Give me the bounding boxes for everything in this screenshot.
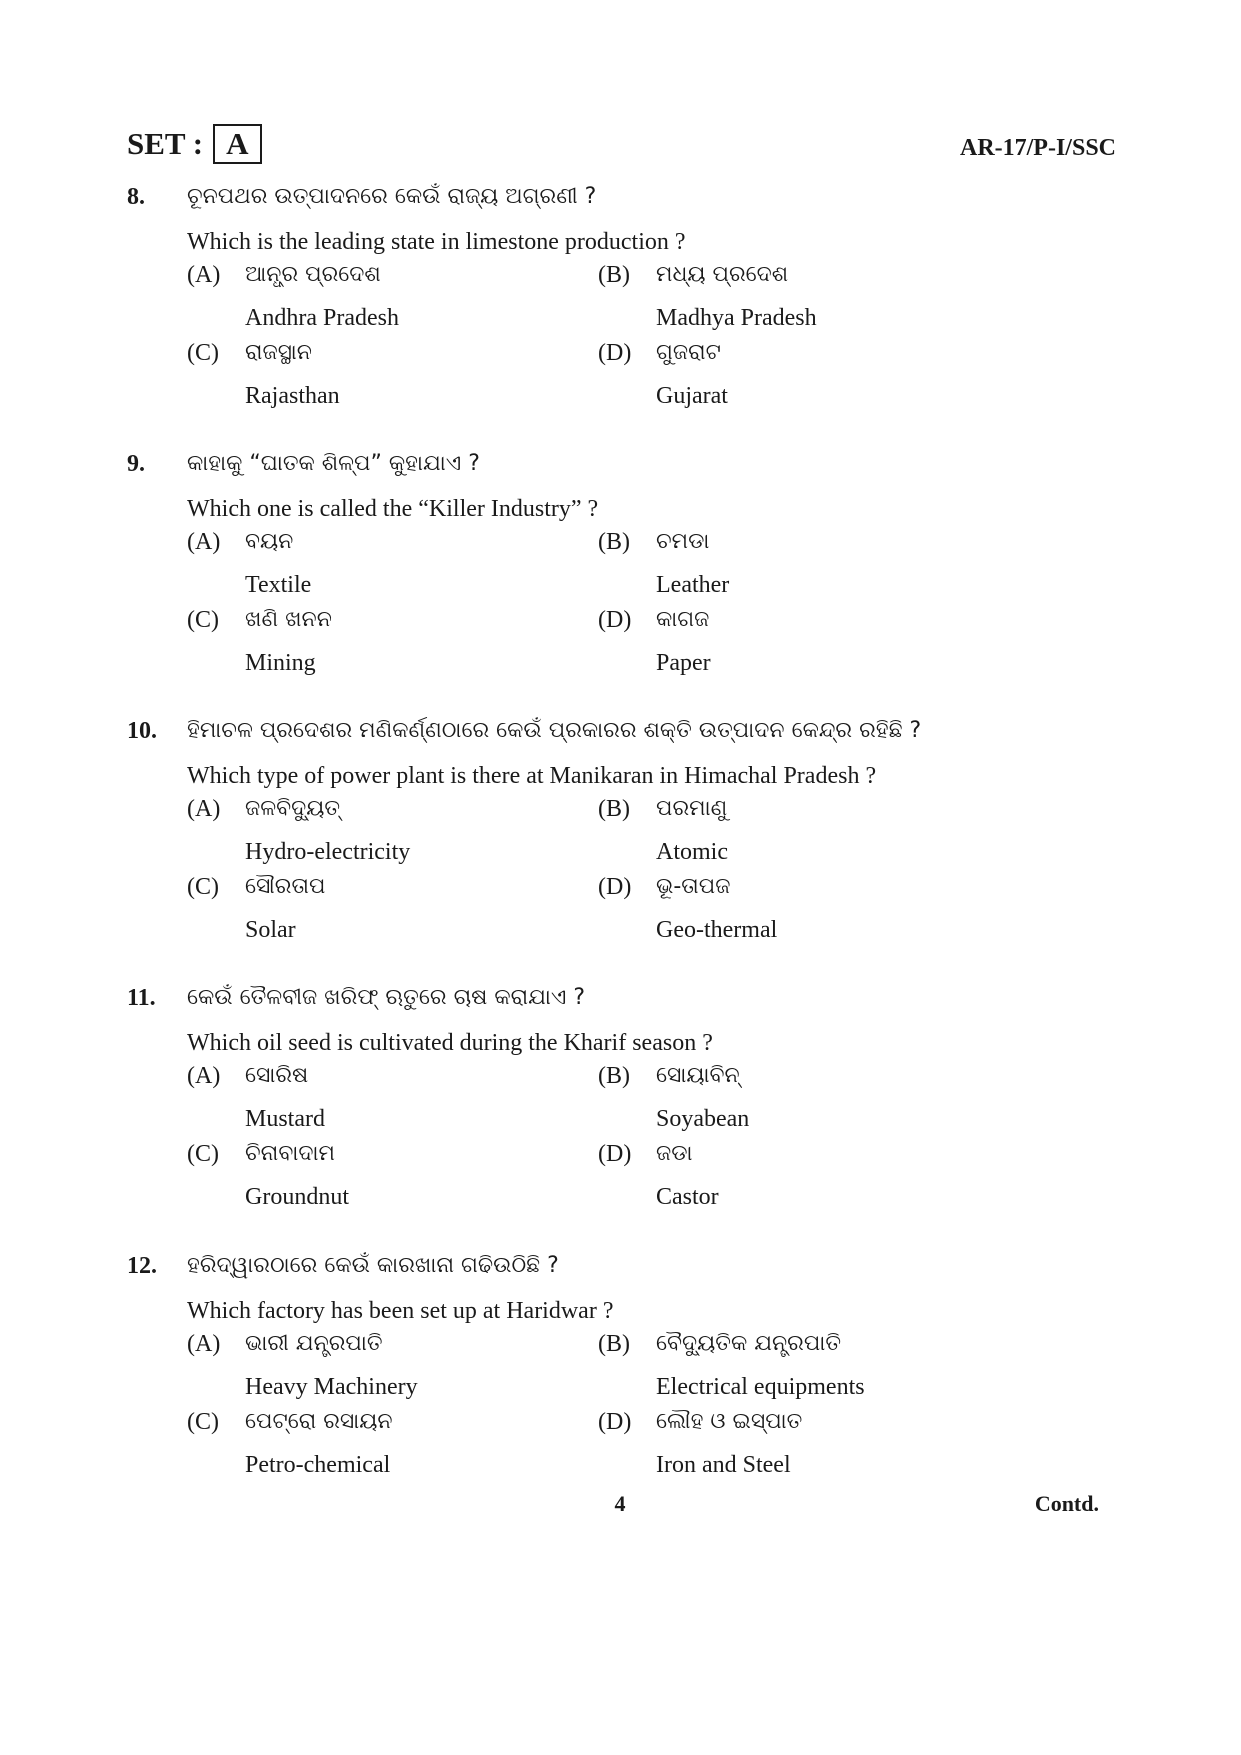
continued-label: Contd. [1034,1491,1099,1516]
option-letter: (B) [598,529,630,555]
set-label: SET : [127,126,204,161]
option-c [187,872,547,952]
option-letter: (C) [187,340,219,366]
option-letter: (C) [187,874,219,900]
option-b [598,1061,958,1141]
option-letter: (D) [598,1409,632,1435]
question-text-odia: ହରିଦ୍ୱାରଠାରେ କେଉଁ କାରଖାନା ଗଢିଉଠିଛି ? [187,1253,559,1278]
option-text-english: Atomic [656,839,728,865]
option-text-odia: ମଧ୍ୟ ପ୍ରଦେଶ [656,262,789,287]
option-a [187,527,547,607]
option-letter: (A) [187,1063,221,1089]
option-letter: (D) [598,340,632,366]
option-text-english: Solar [245,917,296,943]
option-a [187,1329,547,1409]
option-a [187,260,547,340]
option-d [598,1139,958,1219]
option-text-odia: ଗୁଜରାଟ [656,340,721,365]
option-text-english: Castor [656,1184,719,1210]
question-text-english: Which factory has been set up at Haridwar ? [187,1298,614,1324]
question-text-english: Which type of power plant is there at Manikaran in Himachal Pradesh ? [187,763,877,789]
option-text-english: Madhya Pradesh [656,305,817,331]
question-number: 11. [127,985,156,1011]
question-text-odia: ଚୂନପଥର ଉତ୍ପାଦନରେ କେଉଁ ରାଜ୍ୟ ଅଗ୍ରଣୀ ? [187,184,597,209]
option-c [187,605,547,685]
option-b [598,260,958,340]
option-letter: (D) [598,1141,632,1167]
option-letter: (D) [598,874,632,900]
option-text-english: Andhra Pradesh [245,305,399,331]
option-letter: (C) [187,607,219,633]
option-text-odia: ପରମାଣୁ [656,796,728,821]
option-text-english: Petro-chemical [245,1452,391,1478]
option-b [598,1329,958,1409]
option-text-odia: ସୋରିଷ [245,1063,309,1088]
question-text-english: Which oil seed is cultivated during the Kharif season ? [187,1030,713,1056]
option-text-odia: ସୋୟାବିନ୍ [656,1063,740,1088]
option-d [598,605,958,685]
option-text-odia: ଖଣି ଖନନ [245,607,332,632]
option-letter: (B) [598,262,630,288]
option-letter: (C) [187,1409,219,1435]
option-text-english: Geo-thermal [656,917,778,943]
option-letter: (A) [187,796,221,822]
header-set [127,124,262,164]
option-a [187,1061,547,1141]
question-text-english: Which one is called the “Killer Industry” ? [187,496,599,522]
option-text-odia: ରାଜସ୍ଥାନ [245,340,312,365]
paper-code: AR-17/P-I/SSC [959,135,1116,161]
option-text-english: Heavy Machinery [245,1374,418,1400]
option-c [187,1407,547,1487]
question-number: 9. [127,451,145,477]
option-text-english: Mustard [245,1106,325,1132]
option-letter: (B) [598,1331,630,1357]
option-text-english: Groundnut [245,1184,349,1210]
question-number: 8. [127,184,145,210]
question-text-odia: କାହାକୁ “ଘାତକ ଶିଳ୍ପ” କୁହାଯାଏ ? [187,451,480,476]
option-d [598,872,958,952]
option-a [187,794,547,874]
option-text-english: Soyabean [656,1106,750,1132]
option-text-odia: ଲୌହ ଓ ଇସ୍ପାତ [656,1409,803,1434]
option-text-odia: ଭାରୀ ଯନ୍ତ୍ରପାତି [245,1331,383,1356]
question-text-odia: କେଉଁ ତୈଳବୀଜ ଖରିଫ୍ ଋତୁରେ ଚାଷ କରାଯାଏ ? [187,985,586,1010]
option-d [598,338,958,418]
option-letter: (C) [187,1141,219,1167]
option-text-english: Electrical equipments [656,1374,865,1400]
set-value-box: A [213,124,261,164]
option-text-english: Mining [245,650,316,676]
option-text-odia: ଚିନାବାଦାମ [245,1141,335,1166]
option-text-odia: ଜଡା [656,1141,693,1166]
option-text-odia: ଚମଡା [656,529,710,554]
option-letter: (A) [187,1331,221,1357]
option-text-english: Rajasthan [245,383,340,409]
option-text-odia: ଜଳବିଦ୍ୟୁତ୍ [245,796,341,821]
option-text-english: Hydro-electricity [245,839,411,865]
option-letter: (B) [598,796,630,822]
option-b [598,794,958,874]
option-b [598,527,958,607]
option-letter: (D) [598,607,632,633]
question-text-odia: ହିମାଚଳ ପ୍ରଦେଶର ମଣିକର୍ଣ୍ଣଠାରେ କେଉଁ ପ୍ରକାରର ଶକ୍ତି ଉତ୍ପାଦନ କେନ୍ଦ୍ର ରହିଛି ? [187,718,922,743]
option-text-english: Iron and Steel [656,1452,791,1478]
question-number: 10. [127,718,157,744]
option-text-odia: ବୟନ [245,529,294,554]
option-letter: (A) [187,529,221,555]
option-c [187,338,547,418]
option-d [598,1407,958,1487]
question-text-english: Which is the leading state in limestone production ? [187,229,686,255]
option-text-odia: ପେଟ୍ରୋ ରସାୟନ [245,1409,393,1434]
option-text-english: Textile [245,572,312,598]
option-text-english: Leather [656,572,730,598]
option-text-odia: ସୌରତାପ [245,874,326,899]
option-text-odia: ବୈଦ୍ୟୁତିକ ଯନ୍ତ୍ରପାତି [656,1331,842,1356]
option-c [187,1139,547,1219]
option-letter: (B) [598,1063,630,1089]
option-text-english: Paper [656,650,711,676]
question-number: 12. [127,1253,157,1279]
page-number: 4 [614,1491,626,1516]
option-text-english: Gujarat [656,383,728,409]
option-letter: (A) [187,262,221,288]
option-text-odia: ଭୂ-ତାପଜ [656,874,731,899]
option-text-odia: ଆନ୍ଧ୍ର ପ୍ରଦେଶ [245,262,381,287]
option-text-odia: କାଗଜ [656,607,710,632]
